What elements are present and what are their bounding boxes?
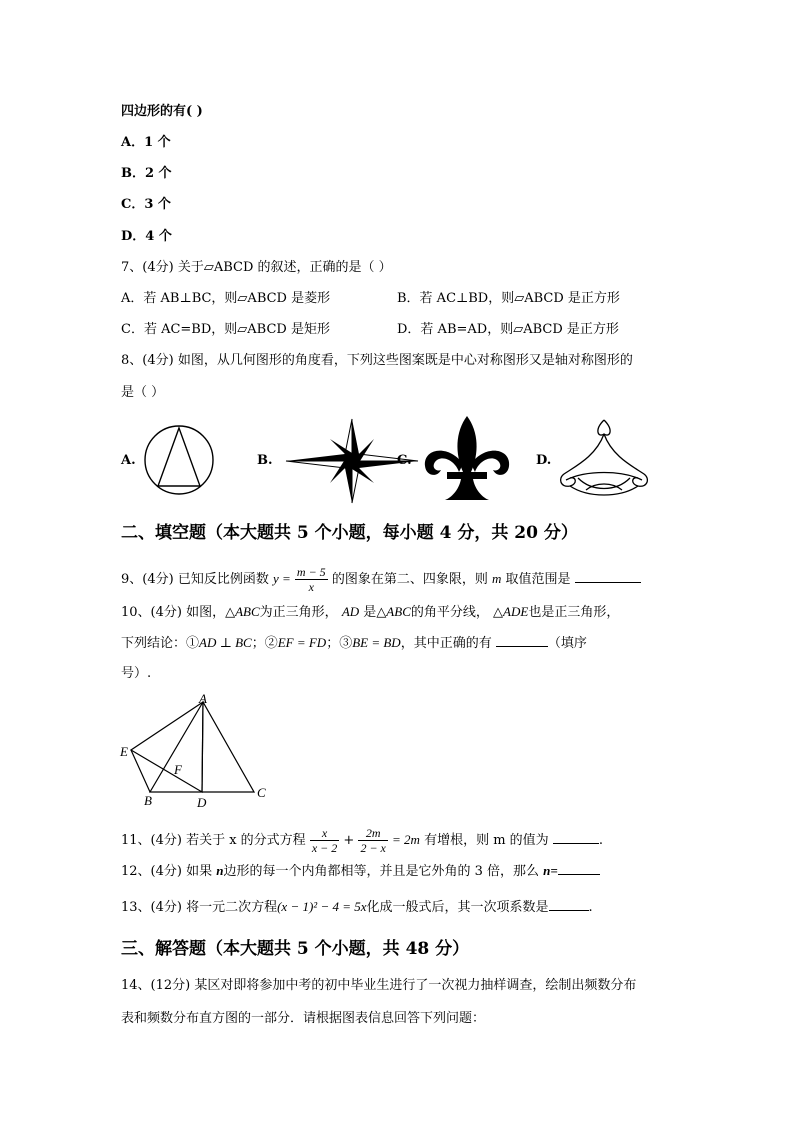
q6-option-d: D．4 个	[121, 229, 172, 244]
label-c: C	[257, 785, 266, 800]
q8-label-b: B.	[257, 453, 273, 468]
q11-line: 11、(4分) 若关于 x 的分式方程 $\frac{x}{x - 2}$ + $\frac{2m}{2 - x}$ = 2m 有增根，则 m 的值为 .	[121, 826, 603, 855]
circle-triangle-figure	[143, 424, 215, 496]
q6-option-b: B．2 个	[121, 166, 172, 181]
q6-option-c: C．3 个	[121, 197, 171, 212]
q10-line2: 下列结论：①AD ⊥ BC；②EF = FD；③BE = BD，其中正确的有 （填序	[121, 635, 587, 651]
q9-fraction: $\frac{m - 5}{x}$	[296, 565, 326, 594]
q8-stem-line2: 是（ ）	[121, 385, 165, 400]
q6-option-a: A．1 个	[121, 135, 171, 150]
q11-fraction-2: $\frac{2m}{2 - x}$	[360, 826, 386, 855]
section-3-heading: 三、解答题（本大题共 5 个小题，共 48 分）	[121, 939, 470, 959]
fleur-de-lis-figure	[419, 414, 515, 506]
q10-answer-blank[interactable]	[496, 646, 548, 647]
q7-stem: 7、(4分) 关于▱ABCD 的叙述，正确的是（ ）	[121, 260, 392, 275]
q12-line: 12、(4分) 如果 n边形的每一个内角都相等，并且是它外角的 3 倍，那么 n=	[121, 862, 600, 881]
q7-option-b: B．若 AC⊥BD，则▱ABCD 是正方形	[397, 291, 620, 306]
q9-answer-blank[interactable]	[575, 582, 641, 583]
label-e: E	[120, 744, 128, 759]
q8-label-d: D.	[536, 453, 552, 468]
q11-fraction-1: $\frac{x}{x - 2}$	[311, 826, 338, 855]
triangle-figure	[117, 692, 277, 812]
q13-line: 13、(4分) 将一元二次方程(x − 1)² − 4 = 5x化成一般式后，其一次项系数是 .	[121, 899, 593, 915]
q6-stem-tail: 四边形的有( )	[121, 104, 203, 119]
q7-option-d: D．若 AB=AD，则▱ABCD 是正方形	[397, 322, 619, 337]
section-2-heading: 二、填空题（本大题共 5 个小题，每小题 4 分，共 20 分）	[121, 523, 578, 543]
q12-answer-blank[interactable]	[558, 874, 600, 875]
q11-answer-blank[interactable]	[553, 843, 599, 844]
q8-label-a: A.	[121, 453, 136, 468]
q14-line2: 表和频数分布直方图的一部分．请根据图表信息回答下列问题：	[121, 1011, 486, 1026]
q7-option-c: C．若 AC=BD，则▱ABCD 是矩形	[121, 322, 330, 337]
label-b: B	[144, 793, 152, 808]
q8-stem-line1: 8、(4分) 如图，从几何图形的角度看，下列这些图案既是中心对称图形又是轴对称图形的	[121, 353, 633, 368]
q7-option-a: A．若 AB⊥BC，则▱ABCD 是菱形	[121, 291, 331, 306]
q14-line1: 14、(12分) 某区对即将参加中考的初中毕业生进行了一次视力抽样调查，绘制出频数分布	[121, 978, 637, 993]
q9-line: 9、(4分) 已知反比例函数 y = $\frac{m - 5}{x}$ 的图象在第二、四象限，则 m 取值范围是	[121, 565, 641, 594]
ornament-figure	[556, 416, 652, 502]
label-d: D	[197, 795, 207, 810]
q10-line1: 10、(4分) 如图，△ABC为正三角形， AD 是△ABC的角平分线， △ADE也是正三角形，	[121, 604, 620, 620]
label-f: F	[174, 762, 182, 777]
q13-answer-blank[interactable]	[549, 910, 589, 911]
q10-line3: 号）.	[121, 666, 152, 681]
label-a: A	[199, 692, 207, 706]
q8-label-c: C.	[397, 453, 412, 468]
